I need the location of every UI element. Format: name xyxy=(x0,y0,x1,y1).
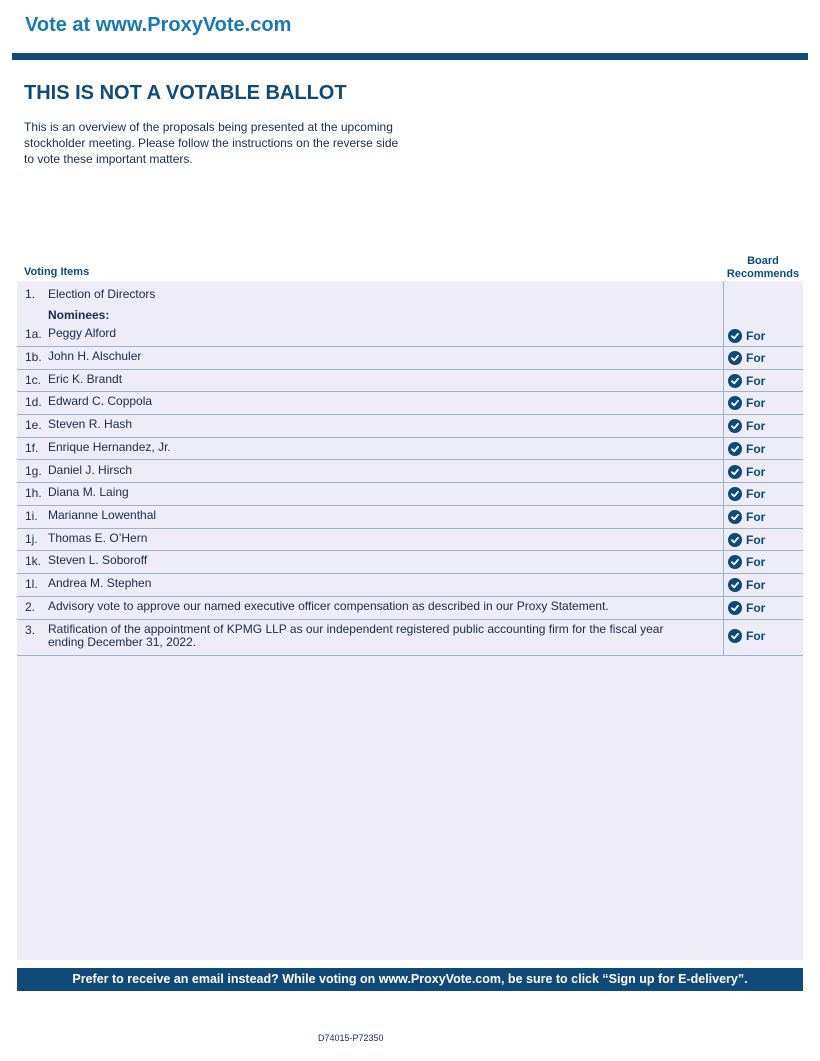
check-circle-icon xyxy=(728,533,742,547)
check-circle-icon xyxy=(728,487,742,501)
item-number: 1j. xyxy=(25,531,38,546)
item-text xyxy=(48,600,609,613)
item-number: 1a. xyxy=(25,327,42,341)
item-text-line: Steven L. Soboroff xyxy=(48,553,148,568)
item-text xyxy=(48,395,152,408)
voting-item-row xyxy=(17,347,803,370)
item-text-line: Thomas E. O’Hern xyxy=(48,530,148,545)
item-text xyxy=(48,350,141,363)
voting-item-row xyxy=(17,461,803,484)
board-recommendation xyxy=(728,510,765,524)
check-circle-icon xyxy=(728,578,742,592)
item-text xyxy=(48,532,147,545)
item-number: 1. xyxy=(25,287,36,301)
board-recommendation xyxy=(728,533,765,547)
item-text xyxy=(48,486,129,499)
check-circle-icon xyxy=(728,442,742,456)
item-number: 1h. xyxy=(25,486,42,501)
document-code: D74015-P72350 xyxy=(318,1033,384,1043)
item-text xyxy=(48,441,171,454)
recommendation-label: For xyxy=(746,396,766,411)
recommendation-label: For xyxy=(746,600,766,615)
check-circle-icon xyxy=(728,396,742,410)
header-title: Vote at www.ProxyVote.com xyxy=(25,14,292,36)
recommendation-label: For xyxy=(746,441,766,456)
item-number: 1c. xyxy=(25,372,42,387)
item-text-line: Edward C. Coppola xyxy=(48,394,153,409)
item-number: 1i. xyxy=(25,508,38,523)
item-number: 1e. xyxy=(25,418,42,433)
board-recommendation xyxy=(728,465,765,479)
item-text-line: Andrea M. Stephen xyxy=(48,576,152,590)
item-text xyxy=(48,623,663,649)
board-recommendation xyxy=(728,374,765,388)
board-recommendation xyxy=(728,629,765,643)
voting-item-row xyxy=(17,483,803,506)
item-text-line: Marianne Lowenthal xyxy=(48,507,157,522)
check-circle-icon xyxy=(728,374,742,388)
item-number: 1k. xyxy=(25,554,42,569)
item-text xyxy=(48,509,156,522)
check-circle-icon xyxy=(728,329,742,343)
board-recommendation xyxy=(728,351,765,365)
recommendation-label: For xyxy=(746,628,766,643)
item-text-line: John H. Alschuler xyxy=(48,349,142,363)
item-text-line: Peggy Alford xyxy=(48,326,117,340)
recommendation-label: For xyxy=(746,373,766,388)
item-text-line: Eric K. Brandt xyxy=(48,371,123,386)
board-recommendation xyxy=(728,419,765,433)
item-text xyxy=(48,373,122,386)
recommendation-label: For xyxy=(746,578,766,592)
recommendation-label: For xyxy=(746,487,766,502)
item-number: 1d. xyxy=(25,395,42,410)
voting-item-row xyxy=(17,551,803,574)
item-text-line: Diana M. Laing xyxy=(48,485,129,500)
voting-item-row xyxy=(17,574,803,597)
voting-item-row xyxy=(17,324,803,347)
item-text-line: Daniel J. Hirsch xyxy=(48,462,133,477)
recommendation-label: For xyxy=(746,464,766,479)
item-text xyxy=(48,554,147,567)
board-recommendation xyxy=(728,396,765,410)
board-recommendation xyxy=(728,329,765,343)
check-circle-icon xyxy=(728,555,742,569)
item-text xyxy=(48,464,132,477)
item-text-line: Enrique Hernandez, Jr. xyxy=(48,439,171,454)
item-text xyxy=(48,327,116,340)
voting-item-row xyxy=(17,506,803,529)
page-title: THIS IS NOT A VOTABLE BALLOT xyxy=(24,82,347,104)
item-number: 1l. xyxy=(25,577,38,591)
voting-item-row xyxy=(17,620,803,656)
header-rule xyxy=(12,53,808,60)
item-text-line: Advisory vote to approve our named executive officer compensation as described in our Proxy Statement. xyxy=(48,598,609,613)
item-text: Election of Directors xyxy=(48,287,156,301)
recommendation-label: For xyxy=(746,419,766,434)
check-circle-icon xyxy=(728,510,742,524)
e-delivery-banner: Prefer to receive an email instead? While voting on www.ProxyVote.com, be sure to click “Sign up for E-delivery”. xyxy=(17,968,803,991)
check-circle-icon xyxy=(728,419,742,433)
board-label-line1: Board xyxy=(747,255,779,267)
board-recommendation xyxy=(728,601,765,615)
board-label-line2: Recommends xyxy=(726,268,800,280)
voting-item-row xyxy=(17,529,803,552)
intro-text: This is an overview of the proposals being presented at the upcoming stockholder meeting. Please follow the instructions on the reverse side to vote these important matters. xyxy=(24,120,399,166)
recommendation-label: For xyxy=(746,555,766,570)
check-circle-icon xyxy=(728,601,742,615)
item-number: 1g. xyxy=(25,463,42,478)
item-number: 1f. xyxy=(25,440,39,455)
recommendation-label: For xyxy=(746,351,766,365)
nominees-label: Nominees: xyxy=(48,308,110,322)
check-circle-icon xyxy=(728,465,742,479)
board-recommendation xyxy=(728,578,765,592)
column-header-voting-items: Voting Items xyxy=(24,266,90,278)
item-text-line: Steven R. Hash xyxy=(48,417,133,432)
board-recommendation xyxy=(728,555,765,569)
item-number: 2. xyxy=(25,599,36,614)
voting-item-row xyxy=(17,597,803,620)
item-text-line: Ratification of the appointment of KPMG LLP as our independent registered public accounting firm for the fiscal year xyxy=(48,621,664,636)
item-text-line: ending December 31, 2022. xyxy=(48,634,197,649)
item-text xyxy=(48,577,151,590)
voting-item-row xyxy=(17,438,803,461)
item-number: 1b. xyxy=(25,350,42,364)
check-circle-icon xyxy=(728,629,742,643)
voting-item-row xyxy=(17,370,803,393)
column-header-board-recommends xyxy=(722,255,804,281)
voting-item-row xyxy=(17,415,803,438)
item-text xyxy=(48,418,132,431)
item-number: 3. xyxy=(25,622,36,637)
election-item xyxy=(25,287,156,301)
recommendation-label: For xyxy=(746,509,766,524)
board-recommendation xyxy=(728,487,765,501)
board-recommendation xyxy=(728,442,765,456)
voting-item-row xyxy=(17,392,803,415)
recommendation-label: For xyxy=(746,329,766,343)
recommendation-label: For xyxy=(746,532,766,547)
check-circle-icon xyxy=(728,351,742,365)
